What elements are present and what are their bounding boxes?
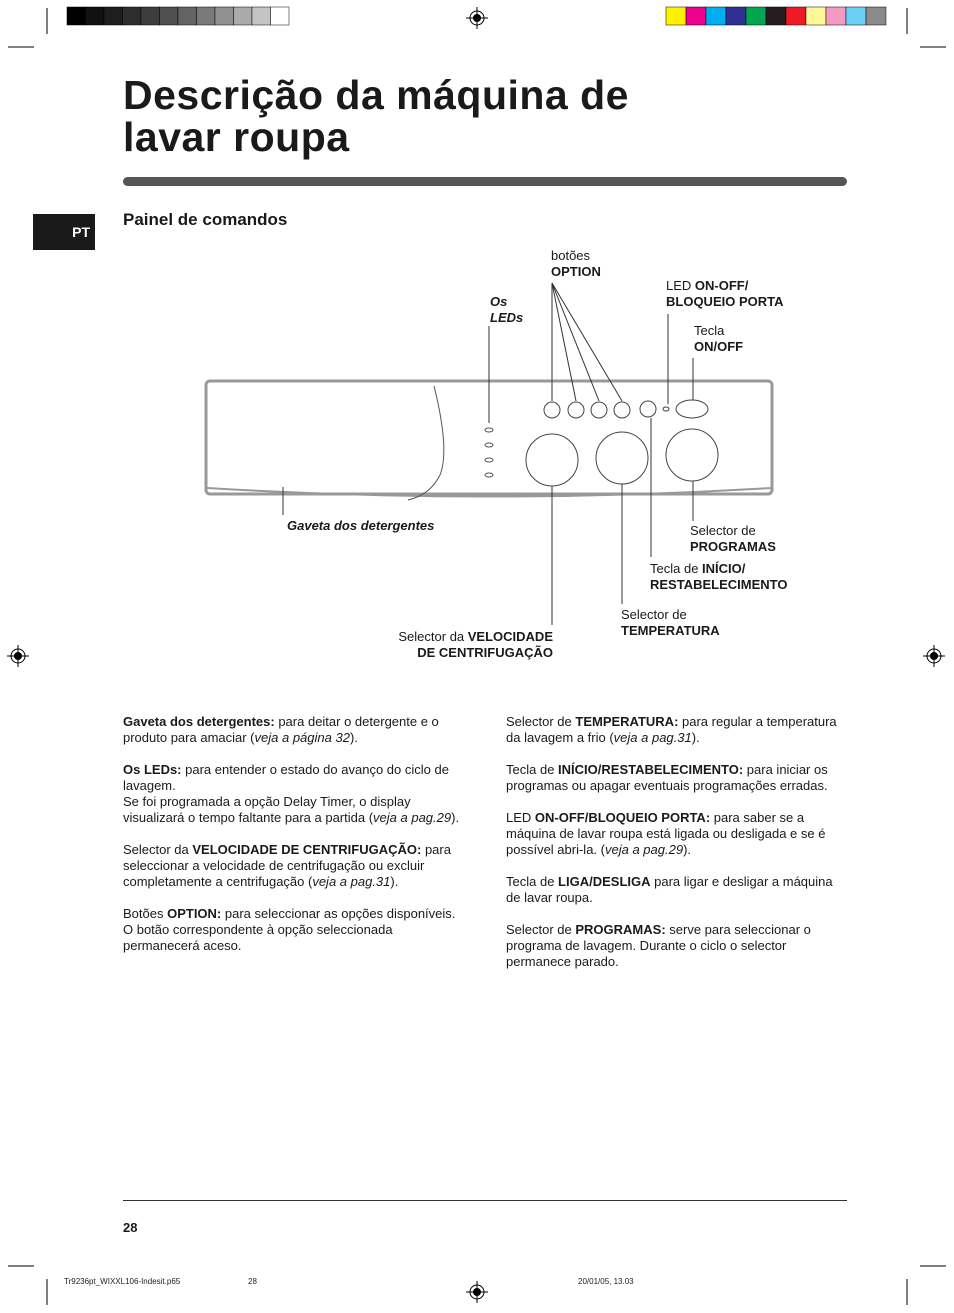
registration-mark-right: [923, 645, 945, 667]
label-seltemp-bold: TEMPERATURA: [621, 623, 720, 638]
gray-swatch: [234, 7, 253, 25]
label-selvel-bold1: VELOCIDADE: [467, 629, 553, 644]
gray-swatch: [141, 7, 160, 25]
label-inicio-bold1: INÍCIO/: [702, 561, 746, 576]
temperature-knob: [596, 432, 648, 484]
gray-swatch: [215, 7, 234, 25]
color-swatch: [726, 7, 746, 25]
registration-mark-top: [466, 7, 488, 29]
label-detergent-drawer: Gaveta dos detergentes: [287, 518, 435, 533]
para-temperature: Selector de TEMPERATURA: para regular a temperatura da lavagem a frio (veja a pag.31).: [506, 714, 837, 745]
page-number: 28: [123, 1220, 138, 1235]
label-led-bold1: ON-OFF/: [694, 278, 749, 293]
leader-lines: [283, 283, 693, 625]
color-swatch: [806, 7, 826, 25]
label-led-bold2: BLOQUEIO PORTA: [666, 294, 784, 309]
grayscale-bar: [67, 7, 289, 25]
spin-speed-knob: [526, 434, 578, 486]
gray-swatch: [197, 7, 216, 25]
label-leds: [490, 294, 523, 326]
label-tecla-bold: ON/OFF: [694, 339, 744, 354]
label-led-prefix: LED: [666, 278, 695, 293]
gray-swatch: [160, 7, 179, 25]
label-option-bold: OPTION: [551, 264, 601, 279]
title-rule: [123, 177, 847, 186]
para-program-selector: Selector de PROGRAMAS: serve para seleccionar o programa de lavagem. Durante o ciclo o selector permanece parado.: [506, 922, 811, 969]
label-spin-speed-selector: [353, 629, 553, 661]
para-onoff-key: Tecla de LIGA/DESLIGA para ligar e desligar a máquina de lavar roupa.: [506, 874, 833, 905]
color-swatch: [846, 7, 866, 25]
label-selvel-prefix: Selector da: [398, 629, 468, 644]
onoff-button: [676, 400, 708, 418]
label-tecla-prefix: Tecla: [694, 323, 725, 338]
gray-swatch: [104, 7, 123, 25]
gray-swatch: [252, 7, 271, 25]
section-heading: Painel de comandos: [123, 210, 288, 229]
start-reset-button: [640, 401, 656, 417]
footer-page: 28: [248, 1277, 257, 1286]
label-inicio-bold2: RESTABELECIMENTO: [650, 577, 788, 592]
label-onoff-key: [694, 323, 743, 355]
para-detergent-drawer: Gaveta dos detergentes: para deitar o detergente e o produto para amaciar (veja a página 32).: [123, 714, 439, 745]
led-indicators: [485, 428, 493, 477]
color-swatch: [786, 7, 806, 25]
para-leds: Os LEDs: para entender o estado do avanço do ciclo de lavagem. Se foi programada a opção Delay Timer, o display visualizará o tempo faltante para a partida (veja a pag.29).: [123, 762, 460, 825]
para-option-buttons: Botões OPTION: para seleccionar as opções disponíveis. O botão correspondente à opção seleccionada permanecerá aceso.: [123, 906, 456, 953]
gray-swatch: [123, 7, 142, 25]
color-swatch: [686, 7, 706, 25]
label-option-buttons: [551, 248, 601, 280]
label-leds-line2: LEDs: [490, 310, 524, 325]
option-buttons: [544, 402, 630, 418]
footer-filename: Tr9236pt_WIXXL106-Indesit.p65: [64, 1277, 181, 1286]
label-selprog-bold: PROGRAMAS: [690, 539, 776, 554]
language-tab: PT: [33, 214, 95, 250]
label-temperature-selector: [621, 607, 720, 639]
label-program-selector: [690, 523, 776, 555]
footer-date: 20/01/05, 13.03: [578, 1277, 634, 1286]
page-title-line2: lavar roupa: [123, 114, 350, 160]
gray-swatch: [67, 7, 86, 25]
program-knob: [666, 429, 718, 481]
para-onoff-led: LED ON-OFF/BLOQUEIO PORTA: para saber se a máquina de lavar roupa está ligada ou desligada e se é possível abri-la. (veja a pag.29).: [506, 810, 826, 857]
gray-swatch: [86, 7, 105, 25]
label-seltemp-prefix: Selector de: [621, 607, 687, 622]
gray-swatch: [271, 7, 290, 25]
color-swatch: [826, 7, 846, 25]
label-selvel-bold2: DE CENTRIFUGAÇÃO: [417, 645, 553, 660]
gray-swatch: [178, 7, 197, 25]
label-inicio-prefix: Tecla de: [650, 561, 703, 576]
right-text-column: [506, 714, 846, 986]
onoff-led: [663, 407, 669, 411]
detergent-drawer-edge: [408, 386, 444, 500]
color-swatch: [706, 7, 726, 25]
color-swatch: [766, 7, 786, 25]
page-title-line1: Descrição da máquina de: [123, 72, 629, 118]
label-start-reset: [650, 561, 787, 593]
color-swatch: [866, 7, 886, 25]
footer-rule: [123, 1200, 847, 1201]
label-option-prefix: botões: [551, 248, 591, 263]
left-text-column: [123, 714, 463, 970]
para-spin-speed: Selector da VELOCIDADE DE CENTRIFUGAÇÃO: para seleccionar a velocidade de centrifugação ou excluir completamente a centrifugação (veja a pag.31).: [123, 842, 451, 889]
label-selprog-prefix: Selector de: [690, 523, 756, 538]
para-start-reset: Tecla de INÍCIO/RESTABELECIMENTO: para iniciar os programas ou apagar eventuais programações erradas.: [506, 762, 828, 793]
registration-mark-left: [7, 645, 29, 667]
registration-mark-bottom: [466, 1281, 488, 1303]
page-title: [123, 74, 629, 158]
color-swatch: [746, 7, 766, 25]
label-leds-line1: Os: [490, 294, 508, 309]
color-swatch: [666, 7, 686, 25]
color-bar: [666, 7, 886, 25]
label-onoff-led: [666, 278, 783, 310]
